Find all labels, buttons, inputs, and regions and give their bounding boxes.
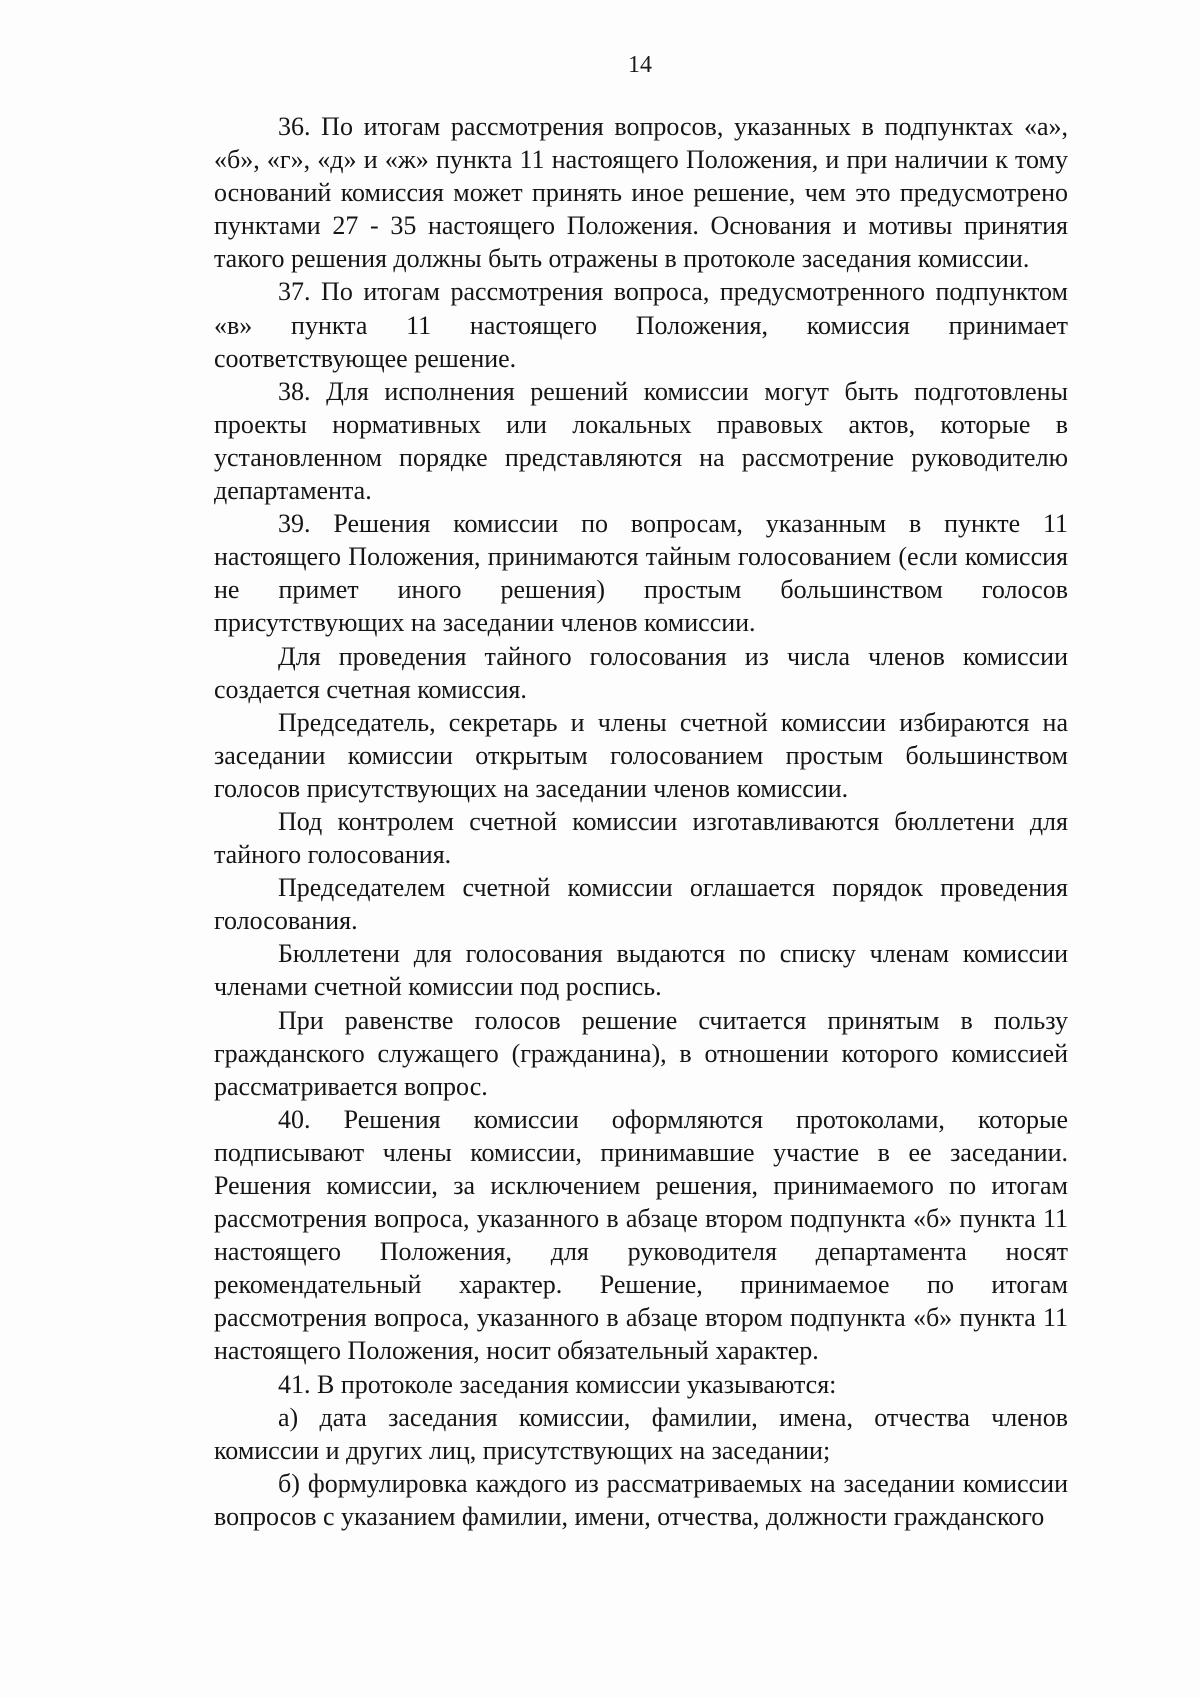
- paragraph-39-issuance: Бюллетени для голосования выдаются по списку членам комиссии членами счетной комиссии под роспись.: [214, 939, 1068, 1002]
- paragraph-39-election: Председатель, секретарь и члены счетной комиссии избираются на заседании комиссии открытым голосованием простым большинством голосов присутствующих на заседании членов комиссии.: [214, 707, 1068, 803]
- paragraph-40: 40. Решения комиссии оформляются протоколами, которые подписывают члены комиссии, принимавшие участие в ее заседании. Решения комиссии, за исключением решения, принимаемого по итогам рассмотрения вопроса, указанного в абзаце втором подпункта «б» пункта 11 настоящего Положения, для руководителя департамента носят рекомендательный характер. Решение, принимаемое по итогам рассмотрения вопроса, указанного в абзаце втором подпункта «б» пункта 11 настоящего Положения, носит обязательный характер.: [214, 1104, 1068, 1366]
- paragraph-37: 37. По итогам рассмотрения вопроса, предусмотренного подпунктом «в» пункта 11 настоящего Положения, комиссия принимает соответствующее решение.: [214, 277, 1068, 373]
- paragraph-38: 38. Для исполнения решений комиссии могут быть подготовлены проекты нормативных или локальных правовых актов, которые в установленном порядке представляются на рассмотрение руководителю департамента.: [214, 376, 1068, 506]
- paragraph-41: 41. В протоколе заседания комиссии указываются:: [278, 1369, 837, 1399]
- paragraph-39: 39. Решения комиссии по вопросам, указанным в пункте 11 настоящего Положения, принимаются тайным голосованием (если комиссия не примет иного решения) простым большинством голосов присутствующих на заседании членов комиссии.: [214, 509, 1068, 638]
- document-text: [214, 110, 1068, 1533]
- paragraph-39-tie: При равенстве голосов решение считается принятым в пользу гражданского служащего (гражданина), в отношении которого комиссией рассматривается вопрос.: [214, 1005, 1068, 1101]
- paragraph-41-b: б) формулировка каждого из рассматриваемых на заседании комиссии вопросов с указанием фамилии, имени, отчества, должности гражданского: [214, 1468, 1068, 1531]
- paragraph-41-a: а) дата заседания комиссии, фамилии, имена, отчества членов комиссии и других лиц, присутствующих на заседании;: [214, 1402, 1068, 1465]
- paragraph-36: 36. По итогам рассмотрения вопросов, указанных в подпунктах «а», «б», «г», «д» и «ж» пункта 11 настоящего Положения, и при наличии к тому оснований комиссия может принять иное решение, чем это предусмотрено пунктами 27 - 35 настоящего Положения. Основания и мотивы принятия такого решения должны быть отражены в протоколе заседания комиссии.: [214, 112, 1068, 274]
- page-number: 14: [628, 52, 652, 78]
- paragraph-39-counting-commission: Для проведения тайного голосования из числа членов комиссии создается счетная комиссия.: [214, 641, 1068, 704]
- paragraph-39-procedure: Председателем счетной комиссии оглашается порядок проведения голосования.: [214, 873, 1068, 936]
- paragraph-39-ballots: Под контролем счетной комиссии изготавливаются бюллетени для тайного голосования.: [214, 806, 1068, 870]
